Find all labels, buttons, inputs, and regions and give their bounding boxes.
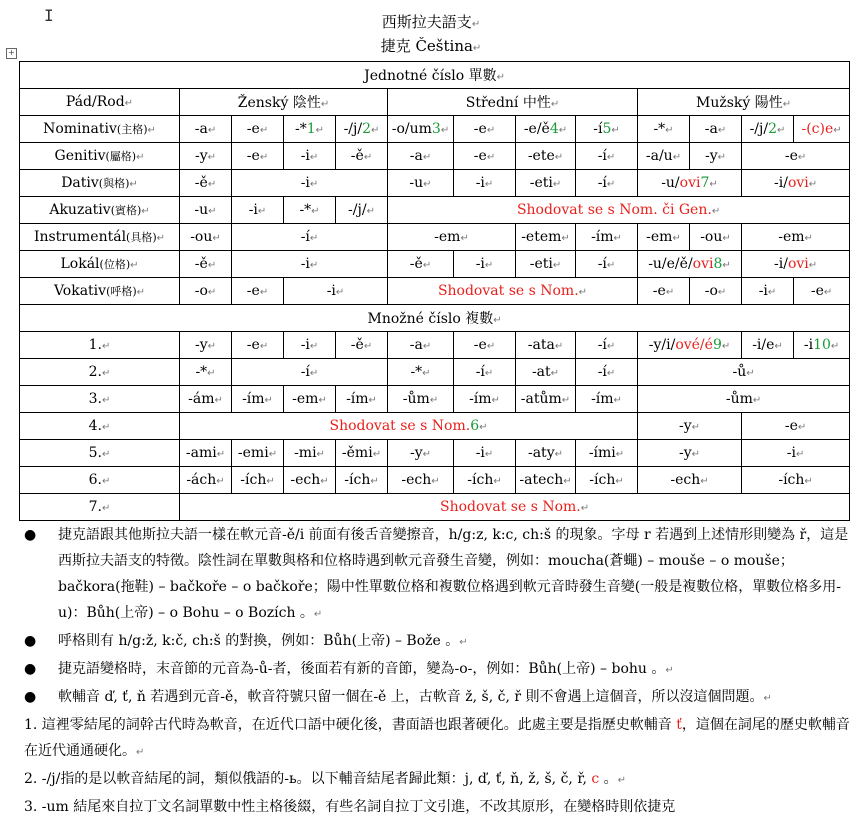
text-cursor-icon: I xyxy=(44,6,54,25)
shodovat-nom-vok: Shodovat se s Nom.↵ xyxy=(388,278,638,305)
cell: -ích↵ xyxy=(454,467,516,494)
cell: -ách↵ xyxy=(180,467,232,494)
cell: -eti↵ xyxy=(516,251,576,278)
footnote-3: 3. -um 結尾來自拉丁文名詞單數中性主格後綴，有些名詞自拉丁文引進，不改其原形，在變格時則依捷克 xyxy=(24,799,676,815)
case-instrumental: Instrumentál(具格)↵ xyxy=(20,224,180,251)
cell: -e↵ xyxy=(742,413,850,440)
cell: -í↵ xyxy=(232,359,388,386)
cell: -/j/2↵ xyxy=(336,116,388,143)
cell: -ou↵ xyxy=(180,224,232,251)
plural-case-3: 3.↵ xyxy=(20,386,180,413)
cell: -e↵ xyxy=(794,278,850,305)
row-plural-7 xyxy=(20,494,850,521)
row-dativ xyxy=(20,170,850,197)
cell: -ům↵ xyxy=(638,386,850,413)
cell: -ím↵ xyxy=(336,386,388,413)
cell: -ích↵ xyxy=(576,467,638,494)
cell: -i↵ xyxy=(284,332,336,359)
cell: -ím↵ xyxy=(454,386,516,413)
cell: -y↵ xyxy=(638,413,742,440)
cell: -ím↵ xyxy=(576,386,638,413)
cell: -ím↵ xyxy=(232,386,284,413)
cell: -e/ě4↵ xyxy=(516,116,576,143)
case-genitiv: Genitiv(屬格)↵ xyxy=(20,143,180,170)
row-nominativ xyxy=(20,116,850,143)
cell: -i↵ xyxy=(232,170,388,197)
shodovat-nom-4: Shodovat se s Nom.6↵ xyxy=(180,413,638,440)
table-move-handle-icon[interactable]: + xyxy=(6,48,17,59)
cell: -(c)e↵ xyxy=(794,116,850,143)
cell: -o↵ xyxy=(690,278,742,305)
cell: -ě↵ xyxy=(388,251,454,278)
cell: -ete↵ xyxy=(516,143,576,170)
pad-rod-header: Pád/Rod↵ xyxy=(20,89,180,116)
cell: -í↵ xyxy=(576,251,638,278)
row-plural-3 xyxy=(20,386,850,413)
cell: -e↵ xyxy=(742,143,850,170)
row-akuzativ xyxy=(20,197,850,224)
cell: -i/e↵ xyxy=(742,332,794,359)
case-lokal: Lokál(位格)↵ xyxy=(20,251,180,278)
cell: -ou↵ xyxy=(690,224,742,251)
cell: -i↵ xyxy=(232,197,284,224)
cell: -ech↵ xyxy=(388,467,454,494)
notes-section xyxy=(22,522,852,820)
feminine-header: Ženský 陰性↵ xyxy=(180,89,388,116)
cell: -ě↵ xyxy=(180,251,232,278)
cell: -etem↵ xyxy=(516,224,576,251)
cell: -e↵ xyxy=(454,332,516,359)
cell: -ám↵ xyxy=(180,386,232,413)
cell: -em↵ xyxy=(284,386,336,413)
row-lokal xyxy=(20,251,850,278)
bullet-icon: ● xyxy=(24,633,37,649)
plural-case-1: 1.↵ xyxy=(20,332,180,359)
bullet-icon: ● xyxy=(24,689,37,705)
cell: -*1↵ xyxy=(284,116,336,143)
cell: -i↵ xyxy=(742,278,794,305)
cell: -ími↵ xyxy=(576,440,638,467)
cell: -/j/2↵ xyxy=(742,116,794,143)
cell: -o↵ xyxy=(180,278,232,305)
cell: -ata↵ xyxy=(516,332,576,359)
bullet-icon: ● xyxy=(24,527,37,543)
cell: -y↵ xyxy=(638,440,742,467)
row-plural-5 xyxy=(20,440,850,467)
footnote-1: 1. 這裡零結尾的詞幹古代時為軟音，在近代口語中硬化後，書面語也跟著硬化。此處主要是指歷史軟輔音 ť，這個在詞尾的歷史軟輔音在近代通通硬化。↵ xyxy=(24,717,850,759)
declension-table xyxy=(19,61,850,521)
cell: -i↵ xyxy=(284,143,336,170)
plural-case-7: 7.↵ xyxy=(20,494,180,521)
cell: -a↵ xyxy=(388,143,454,170)
cell: -ech↵ xyxy=(638,467,742,494)
cell: -a↵ xyxy=(180,116,232,143)
cell: -í↵ xyxy=(454,359,516,386)
case-dativ: Dativ(與格)↵ xyxy=(20,170,180,197)
title-czech: 捷克 Čeština↵ xyxy=(380,37,482,55)
cell: -u/e/ě/ovi8↵ xyxy=(638,251,742,278)
cell: -i/ovi↵ xyxy=(742,170,850,197)
cell: -y↵ xyxy=(180,332,232,359)
cell: -e↵ xyxy=(232,332,284,359)
cell: -i↵ xyxy=(742,440,850,467)
cell: -atech↵ xyxy=(516,467,576,494)
cell: -e↵ xyxy=(638,278,690,305)
cell: -ěmi↵ xyxy=(336,440,388,467)
row-plural-4 xyxy=(20,413,850,440)
gender-header-row xyxy=(20,89,850,116)
cell: -i↵ xyxy=(232,251,388,278)
cell: -í5↵ xyxy=(576,116,638,143)
cell: -i↵ xyxy=(454,251,516,278)
row-plural-6 xyxy=(20,467,850,494)
cell: -y↵ xyxy=(180,143,232,170)
row-plural-2 xyxy=(20,359,850,386)
cell: -u↵ xyxy=(388,170,454,197)
cell: -e↵ xyxy=(232,143,284,170)
plural-case-2: 2.↵ xyxy=(20,359,180,386)
plural-case-5: 5.↵ xyxy=(20,440,180,467)
cell: -a↵ xyxy=(690,116,742,143)
case-vokativ: Vokativ(呼格)↵ xyxy=(20,278,180,305)
plural-case-4: 4.↵ xyxy=(20,413,180,440)
cell: -ích↵ xyxy=(232,467,284,494)
cell: -em↵ xyxy=(742,224,850,251)
cell: -ím↵ xyxy=(576,224,638,251)
cell: -o/um3↵ xyxy=(388,116,454,143)
title-west-slavic: 西斯拉夫語支↵ xyxy=(381,13,481,31)
cell: -í↵ xyxy=(232,224,388,251)
row-instrumental xyxy=(20,224,850,251)
row-plural-1 xyxy=(20,332,850,359)
cell: -a↵ xyxy=(388,332,454,359)
cell: -ech↵ xyxy=(284,467,336,494)
row-vokativ xyxy=(20,278,850,305)
cell: -a/u↵ xyxy=(638,143,690,170)
neuter-header: Střední 中性↵ xyxy=(388,89,638,116)
cell: -ě↵ xyxy=(180,170,232,197)
cell: -aty↵ xyxy=(516,440,576,467)
cell: -mi↵ xyxy=(284,440,336,467)
case-nominativ: Nominativ(主格)↵ xyxy=(20,116,180,143)
cell: -e↵ xyxy=(454,116,516,143)
cell: -y↵ xyxy=(388,440,454,467)
cell: -y↵ xyxy=(690,143,742,170)
cell: -i↵ xyxy=(284,278,388,305)
document-title-block xyxy=(0,10,862,58)
plural-header: Množné číslo 複數↵ xyxy=(20,305,850,332)
note-bullet-2: ● 呼格則有 h/g:ž, k:č, ch:š 的對換，例如：Bůh(上帝) – Bože 。↵ xyxy=(22,628,852,656)
cell: -ě↵ xyxy=(336,332,388,359)
plural-case-6: 6.↵ xyxy=(20,467,180,494)
cell: -emi↵ xyxy=(232,440,284,467)
cell: -ům↵ xyxy=(388,386,454,413)
cell: -atům↵ xyxy=(516,386,576,413)
cell: -u/ovi7↵ xyxy=(638,170,742,197)
cell: -i↵ xyxy=(454,440,516,467)
cell: -e↵ xyxy=(232,116,284,143)
cell: -eti↵ xyxy=(516,170,576,197)
singular-header: Jednotné číslo 單數↵ xyxy=(20,62,850,89)
note-bullet-3: ● 捷克語變格時，末音節的元音為-ů-者，後面若有新的音節，變為-o-，例如：Bůh(上帝) – bohu 。↵ xyxy=(22,656,852,684)
cell: -/j/↵ xyxy=(336,197,388,224)
cell: -*↵ xyxy=(180,359,232,386)
shodovat-nom-7: Shodovat se s Nom.↵ xyxy=(180,494,850,521)
bullet-icon: ● xyxy=(24,661,37,677)
cell: -í↵ xyxy=(576,170,638,197)
case-akuzativ: Akuzativ(賓格)↵ xyxy=(20,197,180,224)
cell: -e↵ xyxy=(454,143,516,170)
cell: -ích↵ xyxy=(336,467,388,494)
cell: -*↵ xyxy=(388,359,454,386)
cell: -í↵ xyxy=(576,332,638,359)
cell: -em↵ xyxy=(638,224,690,251)
cell: -at↵ xyxy=(516,359,576,386)
cell: -i/ovi↵ xyxy=(742,251,850,278)
footnote-2: 2. -/j/指的是以軟音結尾的詞，類似俄語的-ь。以下輔音結尾者歸此類：j, ď, ť, ň, ž, š, č, ř, c 。↵ xyxy=(24,771,627,787)
cell: -*↵ xyxy=(638,116,690,143)
cell: -ích↵ xyxy=(742,467,850,494)
cell: -ě↵ xyxy=(336,143,388,170)
cell: -u↵ xyxy=(180,197,232,224)
cell: -em↵ xyxy=(388,224,516,251)
cell: -e↵ xyxy=(232,278,284,305)
masculine-header: Mužský 陽性↵ xyxy=(638,89,850,116)
cell: -i↵ xyxy=(454,170,516,197)
cell: -ů↵ xyxy=(638,359,850,386)
cell: -í↵ xyxy=(576,143,638,170)
note-bullet-4: ● 軟輔音 ď, ť, ň 若遇到元音-ě，軟音符號只留一個在-ě 上，古軟音 ž, š, č, ř 則不會遇上這個音，所以沒這個問題。↵ xyxy=(22,684,852,712)
shodovat-nom-gen: Shodovat se s Nom. či Gen.↵ xyxy=(388,197,850,224)
cell: -y/i/ové/é9↵ xyxy=(638,332,742,359)
cell: -ami↵ xyxy=(180,440,232,467)
row-genitiv xyxy=(20,143,850,170)
cell: -í↵ xyxy=(576,359,638,386)
note-bullet-1: ● 捷克語跟其他斯拉夫語一樣在軟元音-ě/i 前面有後舌音變擦音，h/g:z, k:c, ch:š 的現象。字母 r 若遇到上述情形則變為 ř，這是西斯拉夫語支的特徵。陰性詞在單數與格和位格時遇到軟元音發生音變，例如：moucha(蒼蠅) – mouše – o mouše；bačkora(拖鞋) – bačkoře – o bačkoře；陽中性單數位格和複數位格遇到軟元音時發生音變(一般是複數位格，單數位格多用-u)：Bůh(上帝) – o Bohu – o Bozích 。↵ xyxy=(22,522,852,628)
plural-header-row xyxy=(20,305,850,332)
cell: -i10↵ xyxy=(794,332,850,359)
cell: -*↵ xyxy=(284,197,336,224)
singular-header-row xyxy=(20,62,850,89)
